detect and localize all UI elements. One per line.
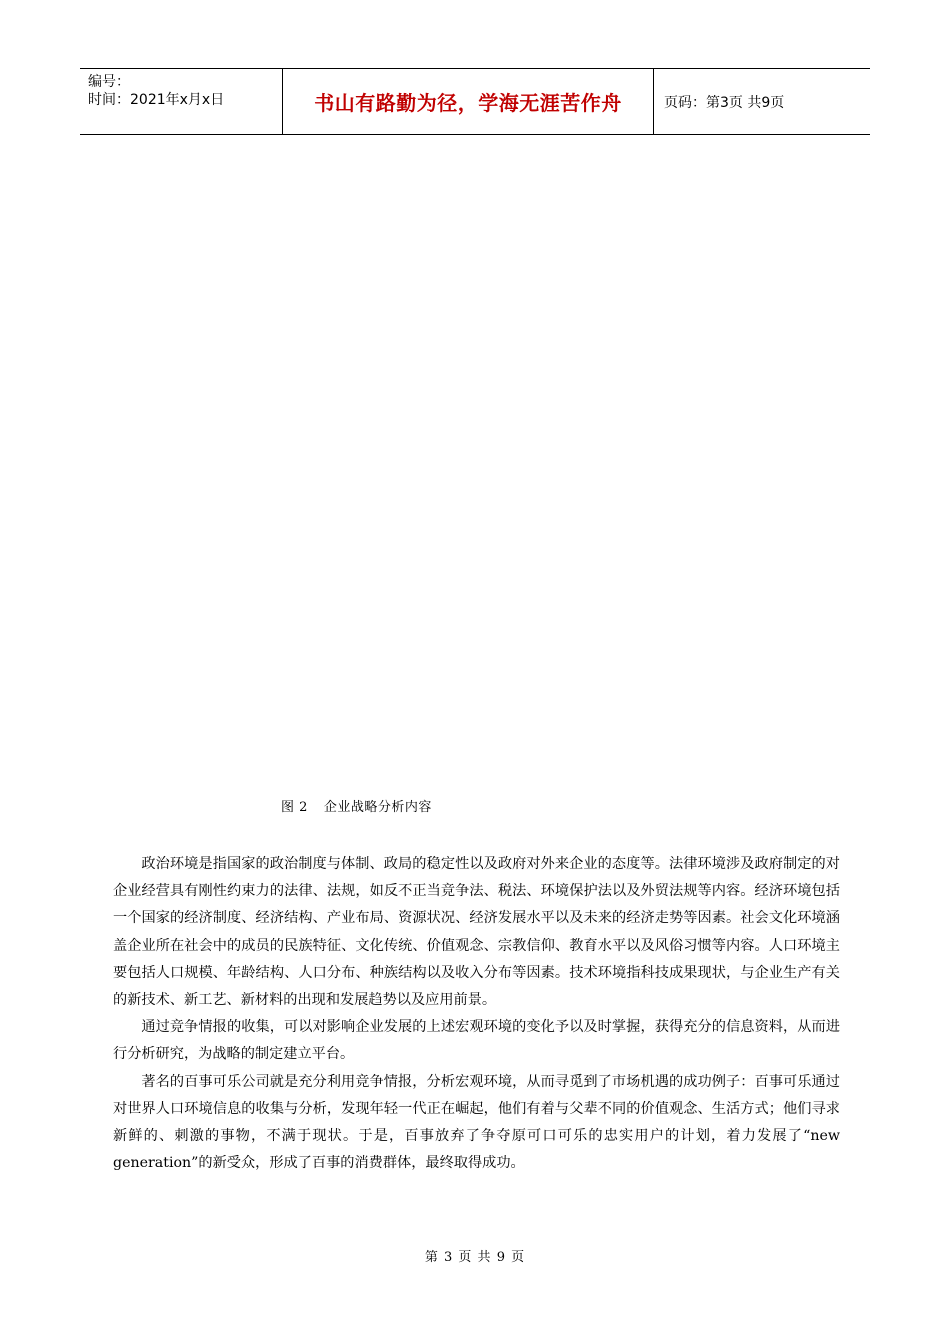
page-header: [80, 68, 870, 135]
header-meta: [80, 69, 282, 134]
figure-caption: [281, 796, 432, 815]
figure-title: 企业战略分析内容: [323, 800, 432, 815]
figure-placeholder: [80, 140, 870, 780]
paragraph: 通过竞争情报的收集，可以对影响企业发展的上述宏观环境的变化予以及时掌握，获得充分的信息资料，从而进行分析研究，为战略的制定建立平台。: [113, 1019, 840, 1063]
header-motto: 书山有路勤为径，学海无涯苦作舟: [282, 69, 654, 134]
paragraph: 著名的百事可乐公司就是充分利用竞争情报，分析宏观环境，从而寻觅到了市场机遇的成功例子：百事可乐通过对世界人口环境信息的收集与分析，发现年轻一代正在崛起，他们有着与父辈不同的价值观念、生活方式；他们寻求新鲜的、刺激的事物，不满于现状。于是，百事放弃了争夺原可口可乐的忠实用户的计划，着力发展了“new generation”的新受众，形成了百事的消费群体，最终取得成功。: [113, 1073, 840, 1172]
figure-number: 图 2: [281, 800, 308, 815]
paragraph: 政治环境是指国家的政治制度与体制、政局的稳定性以及政府对外来企业的态度等。法律环境涉及政府制定的对企业经营具有刚性约束力的法律、法规，如反不正当竞争法、税法、环境保护法以及外贸法规等内容。经济环境包括一个国家的经济制度、经济结构、产业布局、资源状况、经济发展水平以及未来的经济走势等因素。社会文化环境涵盖企业所在社会中的成员的民族特征、文化传统、价值观念、宗教信仰、教育水平以及风俗习惯等内容。人口环境主要包括人口规模、年龄结构、人口分布、种族结构以及收入分布等因素。技术环境指科技成果现状，与企业生产有关的新技术、新工艺、新材料的出现和发展趋势以及应用前景。: [113, 856, 840, 1009]
header-page-number: 页码：第3页 共9页: [664, 94, 785, 111]
body-text: [113, 851, 840, 1177]
serial-label: 编号：: [88, 74, 130, 90]
page-footer: 第 3 页 共 9 页: [424, 1250, 526, 1265]
date-label: 时间：2021年x月x日: [88, 92, 225, 108]
